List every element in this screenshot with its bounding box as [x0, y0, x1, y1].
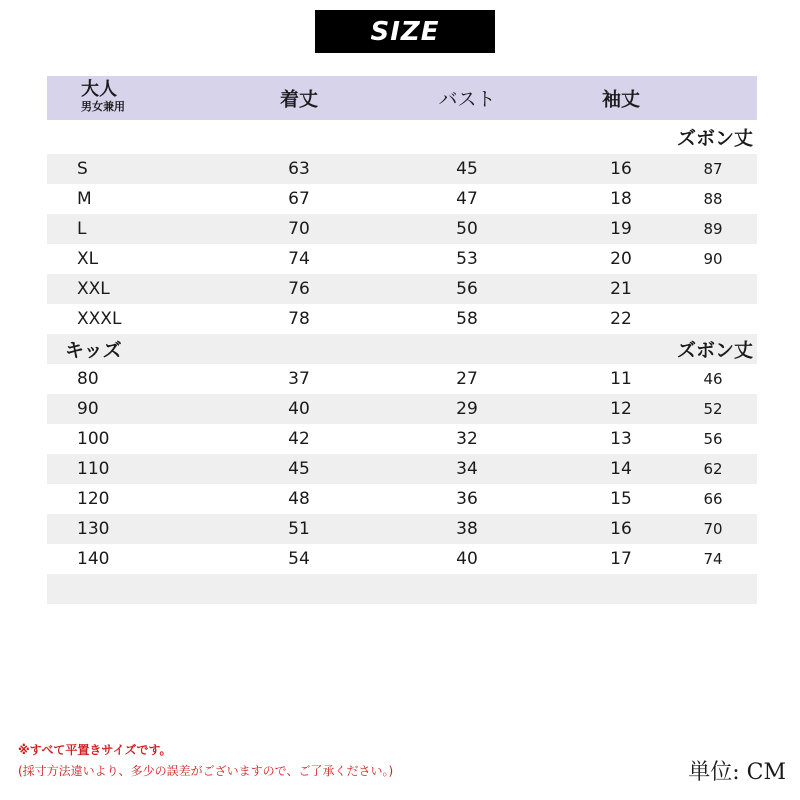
- length-cell: 37: [288, 369, 310, 389]
- table-row: [47, 454, 757, 484]
- table-row: [47, 544, 757, 574]
- sleeve-cell: 16: [610, 159, 632, 179]
- sleeve-cell: 16: [610, 519, 632, 539]
- sleeve-cell: 13: [610, 429, 632, 449]
- length-cell: 70: [288, 219, 310, 239]
- sleeve-cell: 17: [610, 549, 632, 569]
- sleeve-cell: 22: [610, 309, 632, 329]
- length-cell: 78: [288, 309, 310, 329]
- adult-pants-label: ズボン丈: [676, 127, 753, 150]
- bust-cell: 38: [456, 519, 478, 539]
- table-footer-row: [47, 574, 757, 604]
- table-row: [47, 484, 757, 514]
- adult-rows: [47, 154, 757, 334]
- kids-label: キッズ: [65, 339, 122, 362]
- kids-pants-label: ズボン丈: [676, 339, 753, 362]
- size-title: SIZE: [370, 16, 440, 47]
- pants-cell: 56: [703, 430, 723, 448]
- pants-cell: 89: [703, 220, 723, 238]
- length-cell: 51: [288, 519, 310, 539]
- bust-cell: 45: [456, 159, 478, 179]
- sleeve-cell: 21: [610, 279, 632, 299]
- size-cell: XXL: [77, 279, 110, 299]
- table-row: [47, 394, 757, 424]
- size-cell: 130: [77, 519, 110, 539]
- bust-cell: 53: [456, 249, 478, 269]
- size-cell: M: [77, 189, 92, 209]
- sleeve-cell: 14: [610, 459, 632, 479]
- bust-cell: 36: [456, 489, 478, 509]
- table-row: [47, 274, 757, 304]
- size-cell: 120: [77, 489, 110, 509]
- adult-header: [81, 80, 125, 113]
- size-cell: 80: [77, 369, 99, 389]
- kids-rows: [47, 364, 757, 574]
- sleeve-cell: 12: [610, 399, 632, 419]
- bust-cell: 32: [456, 429, 478, 449]
- bust-cell: 56: [456, 279, 478, 299]
- length-cell: 40: [288, 399, 310, 419]
- length-cell: 48: [288, 489, 310, 509]
- table-header-row: [47, 76, 757, 120]
- table-row: [47, 154, 757, 184]
- sleeve-cell: 15: [610, 489, 632, 509]
- length-cell: 76: [288, 279, 310, 299]
- adult-label: 大人: [81, 79, 117, 100]
- size-table: [47, 76, 757, 604]
- table-row: [47, 214, 757, 244]
- bust-cell: 50: [456, 219, 478, 239]
- sleeve-cell: 19: [610, 219, 632, 239]
- pants-cell: 52: [703, 400, 723, 418]
- header-bust: バスト: [438, 88, 496, 111]
- bust-cell: 40: [456, 549, 478, 569]
- bust-cell: 27: [456, 369, 478, 389]
- sleeve-cell: 11: [610, 369, 632, 389]
- adult-subheader-row: [47, 120, 757, 154]
- unit-label: 単位: CM: [688, 760, 786, 785]
- table-row: [47, 244, 757, 274]
- pants-cell: 74: [703, 550, 723, 568]
- pants-cell: 88: [703, 190, 723, 208]
- length-cell: 67: [288, 189, 310, 209]
- header-sleeve: 袖丈: [601, 88, 641, 111]
- pants-cell: 66: [703, 490, 723, 508]
- size-title-banner: [315, 10, 495, 53]
- size-cell: 90: [77, 399, 99, 419]
- length-cell: 42: [288, 429, 310, 449]
- pants-cell: 70: [703, 520, 723, 538]
- table-row: [47, 184, 757, 214]
- kids-label-row: [47, 334, 757, 364]
- bust-cell: 47: [456, 189, 478, 209]
- size-cell: L: [77, 219, 87, 239]
- header-length: 着丈: [279, 88, 319, 111]
- sleeve-cell: 18: [610, 189, 632, 209]
- note-flat-size: ※すべて平置きサイズです。: [18, 743, 172, 757]
- note-measurement-error: (採寸方法違いより、多少の誤差がございますので、ご了承ください。): [18, 764, 394, 778]
- pants-cell: 87: [703, 160, 723, 178]
- length-cell: 63: [288, 159, 310, 179]
- size-cell: XL: [77, 249, 99, 269]
- bust-cell: 29: [456, 399, 478, 419]
- size-cell: S: [77, 159, 88, 179]
- bust-cell: 58: [456, 309, 478, 329]
- length-cell: 45: [288, 459, 310, 479]
- size-cell: 140: [77, 549, 110, 569]
- pants-cell: 46: [703, 370, 723, 388]
- size-cell: 110: [77, 459, 110, 479]
- pants-cell: 90: [703, 250, 723, 268]
- length-cell: 54: [288, 549, 310, 569]
- sleeve-cell: 20: [610, 249, 632, 269]
- bust-cell: 34: [456, 459, 478, 479]
- table-row: [47, 514, 757, 544]
- length-cell: 74: [288, 249, 310, 269]
- pants-cell: 62: [703, 460, 723, 478]
- table-row: [47, 364, 757, 394]
- size-cell: 100: [77, 429, 110, 449]
- table-row: [47, 424, 757, 454]
- adult-sublabel: 男女兼用: [81, 100, 125, 113]
- table-row: [47, 304, 757, 334]
- size-cell: XXXL: [77, 309, 122, 329]
